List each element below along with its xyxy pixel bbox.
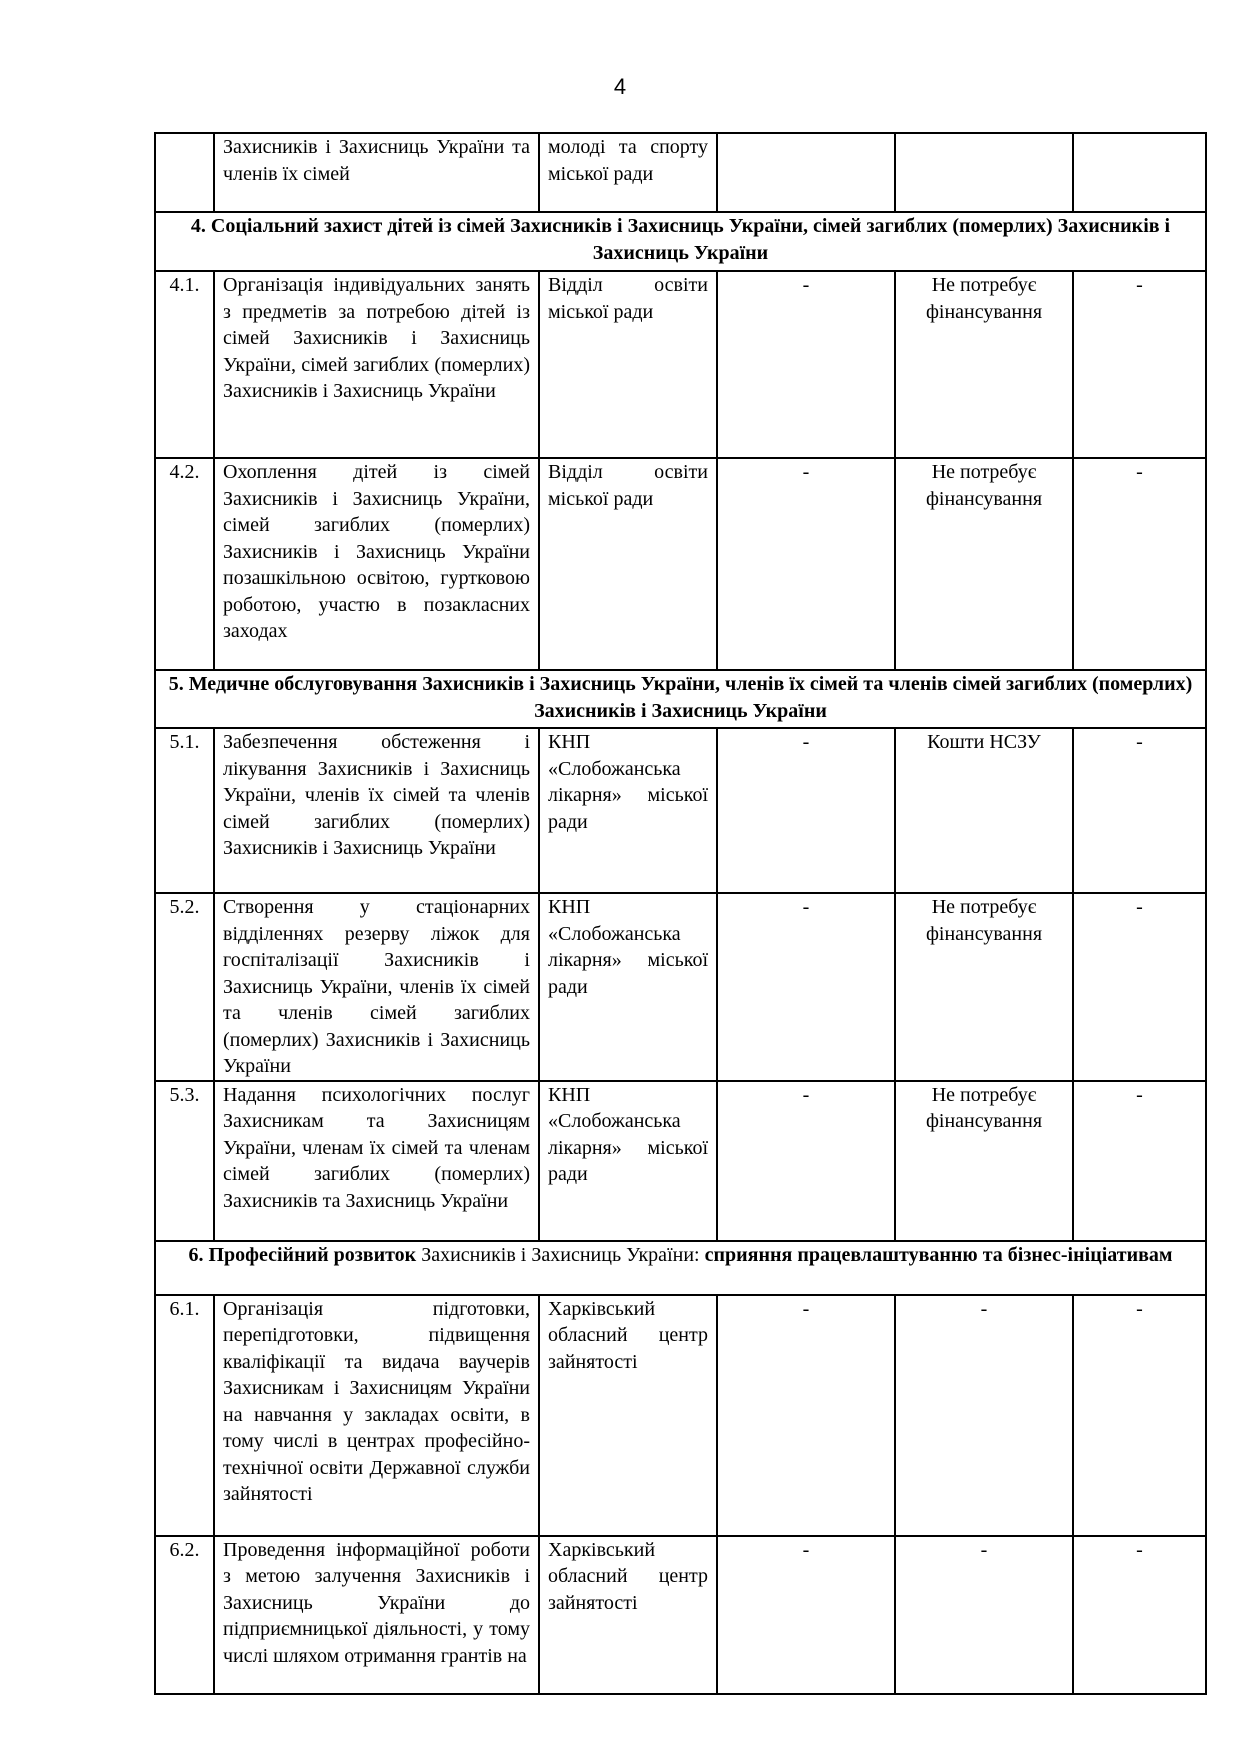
funding-cell: Не потребує фінансування [895,458,1073,670]
row-number: 5.2. [155,893,214,1081]
executor-cell: Харківський обласний центр зайнятості [539,1536,717,1694]
row-number: 6.2. [155,1536,214,1694]
table-row [155,893,1206,1081]
executor-cell: Відділ освіти міської ради [539,271,717,458]
term-cell: - [717,893,895,1081]
term-cell: - [717,728,895,893]
section-title-bold-part: сприяння працевлаштуванню та бізнес-ініціативам [704,1243,1173,1266]
executor-cell: КНП «Слобожанська лікарня» міської ради [539,1081,717,1241]
row-number: 5.1. [155,728,214,893]
task-cell: Забезпечення обстеження і лікування Захисників і Захисниць України, членів їх сімей та членів сімей загиблих (померлих) Захисників і Захисниць України [214,728,539,893]
page-number: 4 [613,74,627,99]
funding-cell [895,133,1073,212]
section-header-row [155,212,1206,271]
table-row [155,458,1206,670]
section-title [155,1241,1206,1295]
task-cell: Створення у стаціонарних відділеннях резерву ліжок для госпіталізації Захисників і Захисниць України, членів їх сімей та членів сімей загиблих (померлих) Захисників і Захисниць України [214,893,539,1081]
term-cell: - [717,1081,895,1241]
amount-cell: - [1073,1536,1206,1694]
table-row [155,728,1206,893]
section-header-row [155,670,1206,728]
task-cell: Захисників і Захисниць України та членів їх сімей [214,133,539,212]
term-cell: - [717,271,895,458]
section-title: 4. Соціальний захист дітей із сімей Захисників і Захисниць України, сімей загиблих (померлих) Захисників і Захисниць України [155,212,1206,271]
table-row [155,271,1206,458]
task-cell: Охоплення дітей із сімей Захисників і Захисниць України, сімей загиблих (померлих) Захисників і Захисниць України позашкільною освітою, гуртковою роботою, участю в позакласних заходах [214,458,539,670]
section-header-row [155,1241,1206,1295]
task-cell: Організація підготовки, перепідготовки, підвищення кваліфікації та видача ваучерів Захисникам і Захисницям України на навчання у закладах освіти, в тому числі в центрах професійно-технічної освіти Державної служби зайнятості [214,1295,539,1536]
executor-cell: Відділ освіти міської ради [539,458,717,670]
table-row [155,1295,1206,1536]
funding-cell: Не потребує фінансування [895,1081,1073,1241]
task-cell: Проведення інформаційної роботи з метою залучення Захисників і Захисниць України до підприємницької діяльності, у тому числі шляхом отримання грантів на [214,1536,539,1694]
funding-cell: - [895,1295,1073,1536]
table-row [155,1081,1206,1241]
measures-table [154,132,1207,1695]
row-number: 5.3. [155,1081,214,1241]
amount-cell: - [1073,458,1206,670]
term-cell [717,133,895,212]
funding-cell: Не потребує фінансування [895,271,1073,458]
section-title-normal-part: Захисників і Захисниць України: [416,1243,705,1266]
task-cell: Організація індивідуальних занять з предметів за потребою дітей із сімей Захисників і Захисниць України, сімей загиблих (померлих) Захисників і Захисниць України [214,271,539,458]
task-cell: Надання психологічних послуг Захисникам та Захисницям України, членам їх сімей та членам сімей загиблих (померлих) Захисників та Захисниць України [214,1081,539,1241]
funding-cell: - [895,1536,1073,1694]
section-title: 5. Медичне обслуговування Захисників і Захисниць України, членів їх сімей та членів сімей загиблих (померлих) Захисників і Захисниць України [155,670,1206,728]
executor-cell: Харківський обласний центр зайнятості [539,1295,717,1536]
row-number [155,133,214,212]
table-row [155,133,1206,212]
amount-cell: - [1073,728,1206,893]
term-cell: - [717,1295,895,1536]
row-number: 4.2. [155,458,214,670]
term-cell: - [717,458,895,670]
table-row [155,1536,1206,1694]
term-cell: - [717,1536,895,1694]
row-number: 6.1. [155,1295,214,1536]
amount-cell [1073,133,1206,212]
executor-cell: КНП «Слобожанська лікарня» міської ради [539,728,717,893]
section-title-bold-part: 6. Професійний розвиток [188,1243,417,1266]
amount-cell: - [1073,893,1206,1081]
executor-cell: молоді та спорту міської ради [539,133,717,212]
amount-cell: - [1073,271,1206,458]
funding-cell: Не потребує фінансування [895,893,1073,1081]
amount-cell: - [1073,1295,1206,1536]
executor-cell: КНП «Слобожанська лікарня» міської ради [539,893,717,1081]
funding-cell: Кошти НСЗУ [895,728,1073,893]
row-number: 4.1. [155,271,214,458]
amount-cell: - [1073,1081,1206,1241]
